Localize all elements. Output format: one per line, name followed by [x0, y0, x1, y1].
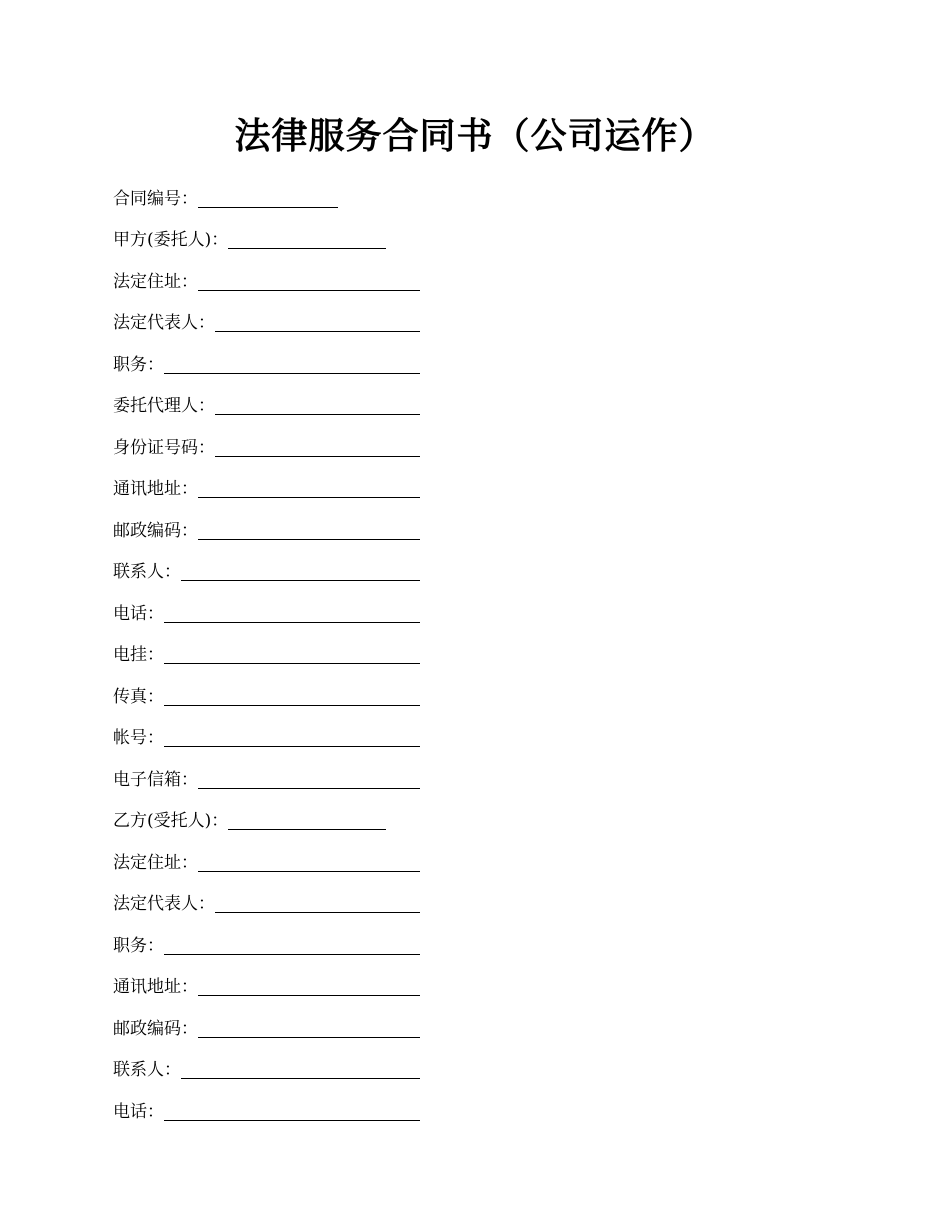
- field-label: 电话：: [113, 1101, 164, 1122]
- form-field-row: [113, 840, 433, 882]
- blank-fill-line[interactable]: [215, 912, 420, 913]
- blank-fill-line[interactable]: [215, 414, 420, 415]
- field-label: 电挂：: [113, 645, 164, 665]
- blank-fill-line[interactable]: [164, 954, 420, 955]
- form-field-row: [113, 923, 433, 965]
- field-label: 传真：: [113, 686, 164, 707]
- field-label: 联系人：: [113, 1060, 181, 1080]
- field-label: 通讯地址：: [113, 479, 198, 499]
- blank-fill-line[interactable]: [164, 373, 420, 374]
- form-field-row: [113, 342, 433, 384]
- form-field-row: [113, 218, 433, 260]
- blank-fill-line[interactable]: [164, 663, 420, 664]
- field-label: 邮政编码：: [113, 1018, 198, 1039]
- field-label: 法定住址：: [113, 852, 198, 873]
- form-field-row: [113, 757, 433, 799]
- form-field-row: [113, 508, 433, 550]
- field-label: 合同编号：: [113, 188, 198, 209]
- form-field-row: [113, 965, 433, 1007]
- blank-fill-line[interactable]: [181, 1078, 420, 1079]
- field-label: 法定住址：: [113, 271, 198, 292]
- field-label: 电话：: [113, 603, 164, 624]
- field-label: 乙方(受托人)：: [113, 811, 229, 831]
- form-field-row: [113, 1006, 433, 1048]
- field-label: 职务：: [113, 935, 164, 956]
- blank-fill-line[interactable]: [164, 1120, 420, 1121]
- field-label: 邮政编码：: [113, 520, 198, 541]
- blank-fill-line[interactable]: [215, 331, 420, 332]
- field-label: 委托代理人：: [113, 396, 215, 416]
- form-field-row: [113, 176, 433, 218]
- contract-fields: [113, 176, 433, 1131]
- blank-fill-line[interactable]: [198, 497, 420, 498]
- form-field-row: [113, 467, 433, 509]
- form-field-row: [113, 425, 433, 467]
- blank-fill-line[interactable]: [198, 995, 420, 996]
- field-label: 身份证号码：: [113, 437, 215, 458]
- blank-fill-line[interactable]: [198, 1037, 420, 1038]
- field-label: 甲方(委托人)：: [113, 230, 229, 250]
- form-field-row: [113, 799, 433, 841]
- blank-fill-line[interactable]: [198, 539, 420, 540]
- field-label: 职务：: [113, 354, 164, 375]
- blank-fill-line[interactable]: [164, 705, 420, 706]
- blank-fill-line[interactable]: [228, 829, 386, 830]
- field-label: 法定代表人：: [113, 313, 215, 333]
- field-label: 通讯地址：: [113, 977, 198, 997]
- field-label: 电子信箱：: [113, 769, 198, 790]
- form-field-row: [113, 674, 433, 716]
- document-title: 法律服务合同书（公司运作）: [234, 115, 716, 157]
- form-field-row: [113, 384, 433, 426]
- field-label: 联系人：: [113, 562, 181, 582]
- form-field-row: [113, 259, 433, 301]
- blank-fill-line[interactable]: [198, 871, 420, 872]
- blank-fill-line[interactable]: [198, 207, 338, 208]
- field-label: 法定代表人：: [113, 894, 215, 914]
- form-field-row: [113, 550, 433, 592]
- blank-fill-line[interactable]: [215, 456, 420, 457]
- form-field-row: [113, 633, 433, 675]
- blank-fill-line[interactable]: [164, 622, 420, 623]
- field-label: 帐号：: [113, 728, 164, 748]
- form-field-row: [113, 1048, 433, 1090]
- blank-fill-line[interactable]: [164, 746, 420, 747]
- blank-fill-line[interactable]: [198, 290, 420, 291]
- form-field-row: [113, 882, 433, 924]
- form-field-row: [113, 716, 433, 758]
- form-field-row: [113, 301, 433, 343]
- blank-fill-line[interactable]: [198, 788, 420, 789]
- form-field-row: [113, 591, 433, 633]
- blank-fill-line[interactable]: [181, 580, 420, 581]
- blank-fill-line[interactable]: [228, 248, 386, 249]
- form-field-row: [113, 1089, 433, 1131]
